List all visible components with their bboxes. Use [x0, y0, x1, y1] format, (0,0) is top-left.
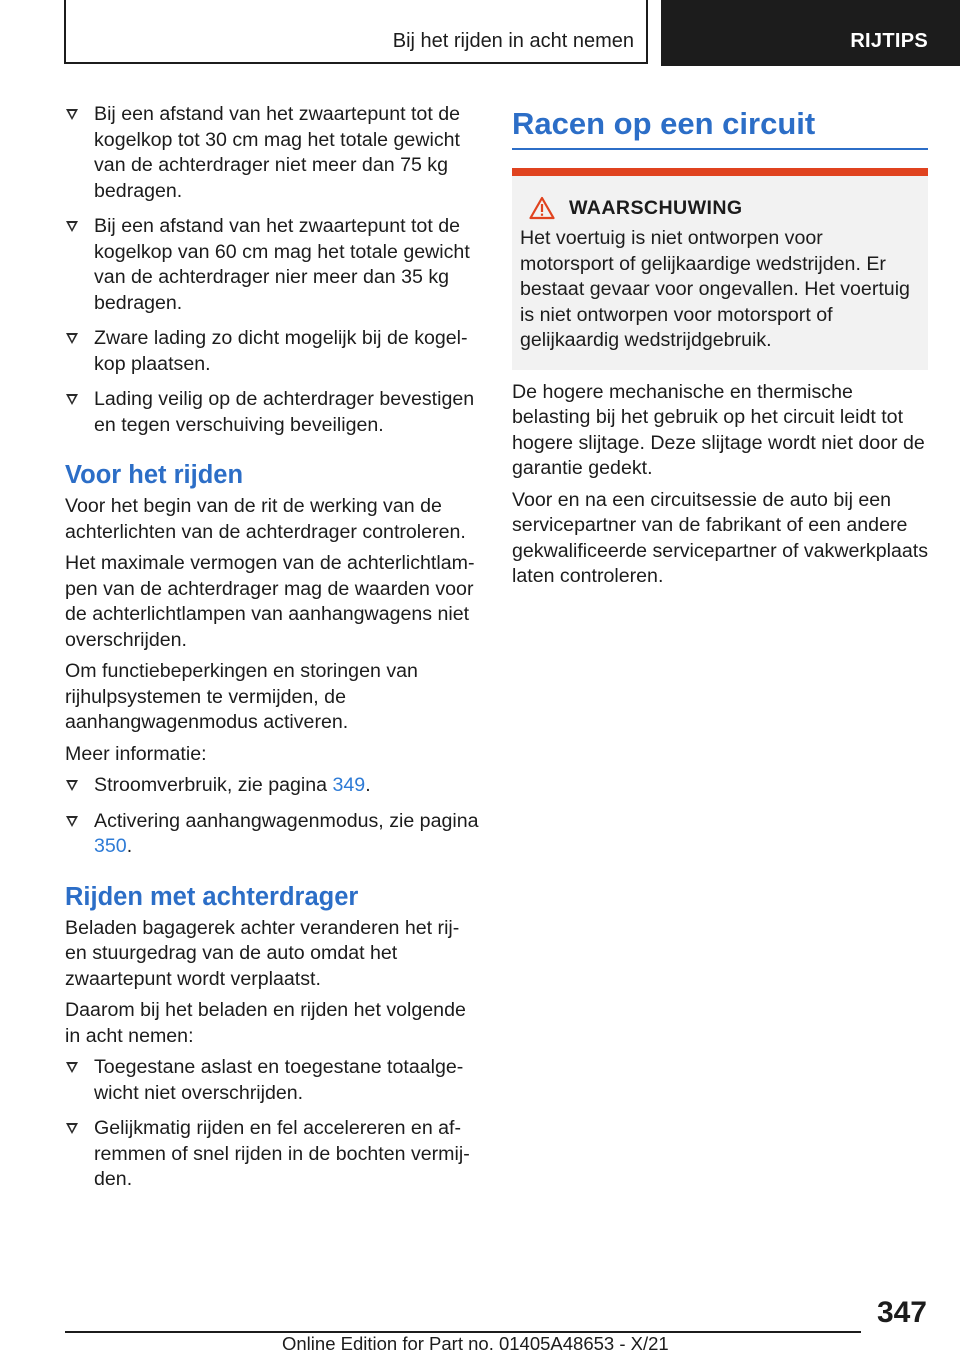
triangle-bullet-icon: [66, 333, 78, 344]
warning-triangle-icon: [529, 196, 555, 220]
triangle-bullet-icon: [66, 109, 78, 120]
bullet-text: Lading veilig op de achterdrager bevestigen en tegen verschuiving beveiligen.: [94, 388, 475, 436]
header-section-box: [64, 0, 648, 64]
triangle-bullet-icon: [66, 780, 78, 791]
warning-text: Het voertuig is niet ontworpen voor motorsport of gelijkaardige wedstrijden. Er bestaat gevaar voor ongevallen. Het voertuig is niet ontworpen voor motorsport of gelijkaardig wedstrijdgebruik.: [520, 227, 910, 351]
right-column: [512, 102, 928, 596]
ref-text: Stroomverbruik, zie pagina: [94, 774, 333, 796]
header-section-title: Bij het rijden in acht nemen: [392, 30, 634, 52]
list-item: [65, 773, 481, 799]
warning-header: [520, 196, 920, 220]
list-item: [65, 809, 481, 860]
header-chapter-tab: [661, 0, 960, 66]
left-column: [65, 102, 481, 1203]
triangle-bullet-icon: [66, 394, 78, 405]
triangle-bullet-icon: [66, 1062, 78, 1073]
warning-label: WAARSCHUWING: [569, 196, 743, 219]
page-title: Racen op een circuit: [512, 102, 928, 150]
list-item: [65, 102, 481, 204]
list-item: [65, 214, 481, 316]
bullet-text: Gelijkmatig rijden en fel accelereren en afremmen of snel rijden in de bochten vermijden.: [94, 1117, 470, 1190]
ref-text: Activering aanhangwagenmodus, zie pagina: [94, 809, 479, 832]
footer-edition: Online Edition for Part no. 01405A48653 - X/21: [282, 1333, 669, 1354]
paragraph: Voor het begin van de rit de werking van de achterlichten van de achterdrager controleren.: [65, 495, 466, 543]
paragraph: Daarom bij het beladen en rijden het volgende in acht nemen:: [65, 999, 466, 1047]
list-item: [65, 1116, 481, 1193]
bullet-text: Bij een afstand van het zwaartepunt tot de kogelkop van 60 cm mag het totale gewicht van de achterdrager nier meer dan 35 kg bedragen.: [94, 215, 470, 314]
section-heading-voor-het-rijden: Voor het rijden: [65, 461, 244, 489]
paragraph: De hogere mechanische en thermische belasting bij het gebruik op het circuit leidt tot hogere slijtage. Deze slijtage wordt niet door de garantie gedekt.: [512, 380, 925, 479]
intro-bullet-list: [65, 102, 481, 438]
rules-bullet-list: [65, 1055, 481, 1193]
warning-box: [512, 168, 928, 370]
triangle-bullet-icon: [66, 816, 78, 827]
triangle-bullet-icon: [66, 1123, 78, 1134]
paragraph: Het maximale vermogen van de achterlichtlampen van de achterdrager mag de waarden voor de achterlichtlampen van aanhangwagens niet overschrijden.: [65, 552, 475, 651]
paragraph: Om functiebeperkingen en storingen van rijhulpsystemen te vermijden, de aanhangwagenmodus activeren.: [65, 660, 418, 733]
paragraph: Voor en na een circuitsessie de auto bij een servicepartner van de fabrikant of een andere gekwalificeerde servicepartner of vakwerkplaats laten controleren.: [512, 488, 929, 587]
paragraph: Meer informatie:: [65, 742, 207, 765]
header-chapter-label: RIJTIPS: [850, 30, 928, 52]
page-link-349[interactable]: 349: [332, 774, 366, 796]
page-link-350[interactable]: 350: [94, 835, 127, 857]
bullet-text: Bij een afstand van het zwaartepunt tot de kogelkop tot 30 cm mag het totale gewicht van de achterdrager niet meer dan 75 kg bedragen.: [94, 103, 460, 202]
page-number: 347: [876, 1296, 927, 1329]
ref-suffix: .: [126, 835, 133, 857]
bullet-text: Toegestane aslast en toegestane totaalgewicht niet overschrijden.: [94, 1056, 464, 1104]
list-item: [65, 1055, 481, 1106]
ref-suffix: .: [365, 774, 371, 796]
bullet-text: Zware lading zo dicht mogelijk bij de kogelkop plaatsen.: [94, 327, 468, 375]
list-item: [65, 387, 481, 438]
reference-list: [65, 773, 481, 860]
section-heading-rijden-met-achterdrager: Rijden met achterdrager: [65, 882, 359, 911]
triangle-bullet-icon: [66, 221, 78, 232]
list-item: [65, 326, 481, 377]
paragraph: Beladen bagagerek achter veranderen het rij- en stuurgedrag van de auto omdat het zwaartepunt wordt verplaatst.: [65, 916, 460, 990]
